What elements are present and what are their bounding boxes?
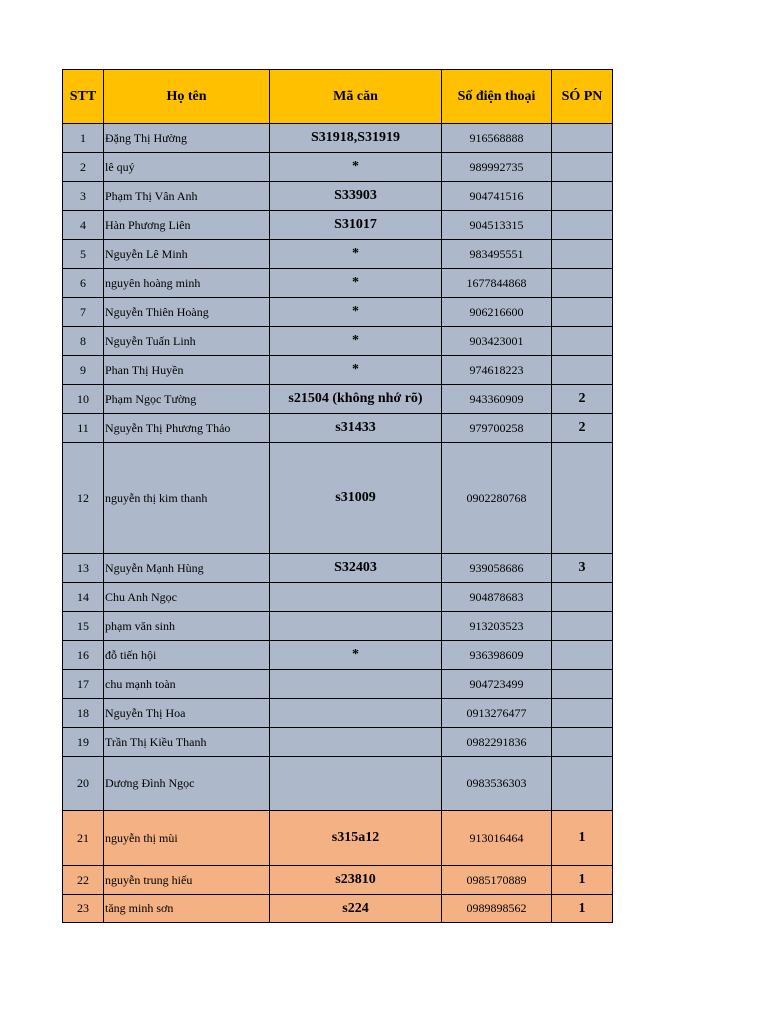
- table-row: [63, 554, 613, 583]
- cell-phone: 1677844868: [442, 269, 552, 298]
- cell-code: S32403: [270, 554, 442, 583]
- cell-code: s315a12: [270, 811, 442, 866]
- header-stt: STT: [63, 70, 104, 124]
- table-row: [63, 757, 613, 811]
- cell-pn: 2: [552, 414, 613, 443]
- cell-stt: 13: [63, 554, 104, 583]
- cell-pn: [552, 124, 613, 153]
- cell-pn: [552, 240, 613, 269]
- table-row: [63, 269, 613, 298]
- table-row: [63, 385, 613, 414]
- header-row: [63, 70, 613, 124]
- table-row: [63, 356, 613, 385]
- cell-pn: [552, 670, 613, 699]
- cell-phone: 936398609: [442, 641, 552, 670]
- cell-pn: [552, 757, 613, 811]
- table-row: [63, 298, 613, 327]
- cell-pn: [552, 182, 613, 211]
- cell-name: nguyên hoàng minh: [104, 269, 270, 298]
- table-row: [63, 327, 613, 356]
- cell-code: *: [270, 298, 442, 327]
- table-row: [63, 866, 613, 895]
- cell-name: Dương Đình Ngọc: [104, 757, 270, 811]
- cell-phone: 0982291836: [442, 728, 552, 757]
- cell-phone: 904723499: [442, 670, 552, 699]
- cell-stt: 6: [63, 269, 104, 298]
- cell-pn: [552, 211, 613, 240]
- table-row: [63, 811, 613, 866]
- cell-code: s23810: [270, 866, 442, 895]
- cell-code: S31918,S31919: [270, 124, 442, 153]
- cell-code: *: [270, 641, 442, 670]
- cell-name: Phạm Thị Vân Anh: [104, 182, 270, 211]
- cell-name: đỗ tiến hội: [104, 641, 270, 670]
- cell-name: chu mạnh toàn: [104, 670, 270, 699]
- cell-code: *: [270, 269, 442, 298]
- cell-phone: 906216600: [442, 298, 552, 327]
- cell-code: [270, 583, 442, 612]
- cell-name: Nguyễn Thị Hoa: [104, 699, 270, 728]
- cell-name: Nguyễn Tuấn Linh: [104, 327, 270, 356]
- table-row: [63, 699, 613, 728]
- cell-code: [270, 757, 442, 811]
- table-row: [63, 443, 613, 554]
- cell-code: s21504 (không nhớ rõ): [270, 385, 442, 414]
- cell-stt: 1: [63, 124, 104, 153]
- cell-pn: [552, 298, 613, 327]
- cell-code: s224: [270, 895, 442, 923]
- cell-phone: 983495551: [442, 240, 552, 269]
- cell-pn: 3: [552, 554, 613, 583]
- table-row: [63, 414, 613, 443]
- cell-phone: 979700258: [442, 414, 552, 443]
- customer-table: [62, 69, 613, 923]
- cell-code: [270, 670, 442, 699]
- cell-code: s31009: [270, 443, 442, 554]
- cell-phone: 913203523: [442, 612, 552, 641]
- cell-stt: 4: [63, 211, 104, 240]
- cell-stt: 17: [63, 670, 104, 699]
- cell-pn: [552, 327, 613, 356]
- cell-stt: 14: [63, 583, 104, 612]
- table-row: [63, 728, 613, 757]
- cell-stt: 12: [63, 443, 104, 554]
- cell-name: Chu Anh Ngọc: [104, 583, 270, 612]
- cell-stt: 2: [63, 153, 104, 182]
- cell-name: Nguyễn Mạnh Hùng: [104, 554, 270, 583]
- cell-pn: [552, 612, 613, 641]
- cell-phone: 943360909: [442, 385, 552, 414]
- cell-stt: 10: [63, 385, 104, 414]
- cell-name: Phan Thị Huyền: [104, 356, 270, 385]
- cell-pn: [552, 356, 613, 385]
- table-row: [63, 182, 613, 211]
- cell-name: Nguyễn Thiên Hoàng: [104, 298, 270, 327]
- table-row: [63, 895, 613, 923]
- cell-phone: 989992735: [442, 153, 552, 182]
- table-row: [63, 153, 613, 182]
- cell-stt: 21: [63, 811, 104, 866]
- header-code: Mã căn: [270, 70, 442, 124]
- cell-stt: 9: [63, 356, 104, 385]
- cell-code: *: [270, 153, 442, 182]
- cell-phone: 904741516: [442, 182, 552, 211]
- cell-phone: 0985170889: [442, 866, 552, 895]
- cell-pn: 2: [552, 385, 613, 414]
- cell-name: lê quý: [104, 153, 270, 182]
- cell-name: nguyễn thị kim thanh: [104, 443, 270, 554]
- header-phone: Số điện thoại: [442, 70, 552, 124]
- cell-name: Nguyễn Thị Phương Thảo: [104, 414, 270, 443]
- cell-code: *: [270, 356, 442, 385]
- cell-pn: 1: [552, 811, 613, 866]
- cell-phone: 903423001: [442, 327, 552, 356]
- cell-phone: 904878683: [442, 583, 552, 612]
- cell-code: [270, 728, 442, 757]
- cell-pn: [552, 641, 613, 670]
- cell-name: Hàn Phương Liên: [104, 211, 270, 240]
- cell-stt: 22: [63, 866, 104, 895]
- cell-phone: 0913276477: [442, 699, 552, 728]
- table-row: [63, 670, 613, 699]
- cell-pn: 1: [552, 895, 613, 923]
- table-row: [63, 583, 613, 612]
- cell-code: S33903: [270, 182, 442, 211]
- cell-phone: 0983536303: [442, 757, 552, 811]
- cell-code: [270, 699, 442, 728]
- cell-stt: 18: [63, 699, 104, 728]
- cell-pn: [552, 269, 613, 298]
- cell-pn: [552, 699, 613, 728]
- cell-code: S31017: [270, 211, 442, 240]
- cell-name: tăng minh sơn: [104, 895, 270, 923]
- cell-name: Nguyễn Lê Minh: [104, 240, 270, 269]
- cell-name: nguyễn thị mùi: [104, 811, 270, 866]
- cell-stt: 5: [63, 240, 104, 269]
- cell-name: nguyễn trung hiếu: [104, 866, 270, 895]
- header-name: Họ tên: [104, 70, 270, 124]
- cell-name: Trần Thị Kiều Thanh: [104, 728, 270, 757]
- cell-code: *: [270, 327, 442, 356]
- table-row: [63, 124, 613, 153]
- table-row: [63, 612, 613, 641]
- cell-phone: 974618223: [442, 356, 552, 385]
- cell-phone: 913016464: [442, 811, 552, 866]
- cell-stt: 7: [63, 298, 104, 327]
- table-row: [63, 240, 613, 269]
- cell-name: phạm văn sinh: [104, 612, 270, 641]
- cell-stt: 20: [63, 757, 104, 811]
- cell-phone: 904513315: [442, 211, 552, 240]
- cell-pn: [552, 583, 613, 612]
- cell-phone: 0902280768: [442, 443, 552, 554]
- cell-pn: [552, 443, 613, 554]
- cell-stt: 8: [63, 327, 104, 356]
- cell-name: Phạm Ngọc Tường: [104, 385, 270, 414]
- header-pn: SÓ PN: [552, 70, 613, 124]
- table-row: [63, 211, 613, 240]
- cell-code: [270, 612, 442, 641]
- cell-pn: [552, 728, 613, 757]
- cell-stt: 3: [63, 182, 104, 211]
- cell-phone: 0989898562: [442, 895, 552, 923]
- cell-pn: 1: [552, 866, 613, 895]
- cell-stt: 11: [63, 414, 104, 443]
- cell-code: *: [270, 240, 442, 269]
- cell-stt: 15: [63, 612, 104, 641]
- cell-code: s31433: [270, 414, 442, 443]
- cell-stt: 16: [63, 641, 104, 670]
- cell-stt: 19: [63, 728, 104, 757]
- table-row: [63, 641, 613, 670]
- cell-phone: 939058686: [442, 554, 552, 583]
- cell-pn: [552, 153, 613, 182]
- cell-stt: 23: [63, 895, 104, 923]
- cell-phone: 916568888: [442, 124, 552, 153]
- cell-name: Đặng Thị Hường: [104, 124, 270, 153]
